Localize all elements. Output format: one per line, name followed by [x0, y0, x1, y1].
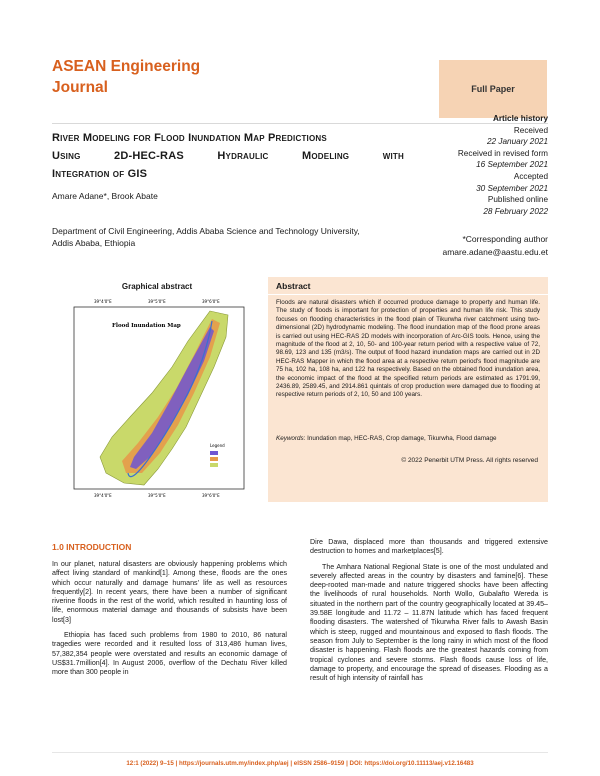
abstract-text: Floods are natural disasters which if occurred produce damage to property and human life. The study of floods is important for protection of properties and human life risk. This study focuses on flooding characteristics in the flood plain of Tikurwha river catchment using two-dimensional (2D) hydrodynamic modeling. The flood inundation map of the flood prone areas is carried out using HEC-RAS 2D models with incorporation of Arc-GIS tools. Hence, using the magnitude of the flood at 2, 10, 50- and 100-year return period with a respective value of 72, 98.69, 123 and 135 (m3/s). The output of flood hazard inundation maps are carried out in 2D HEC-RAS Mapper in which the flood area at a respective return period's flood magnitude are 75 ha, 102 ha, 108 ha, and 122 ha respectively. Based on the obtained flood inundation area, the economic impact of the flood at the specified return periods are estimated as 1791.99, 2436.89, 2589.45, and 2914.861 quintals of crop production were damaged due to flooding at respective return periods of 2, 10, 50 and 100 years. — [276, 299, 540, 399]
footer-divider — [52, 752, 548, 753]
full-paper-label: Full Paper — [471, 84, 515, 94]
history-online-label: Published online — [487, 195, 548, 205]
title-line-3: Integration of GIS — [52, 168, 148, 180]
map-bottom-tick-1: 39°4'0"E — [94, 493, 112, 498]
corresponding-author — [348, 233, 548, 259]
map-title: Flood Inundation Map — [112, 323, 181, 329]
corresponding-label: *Corresponding author — [462, 234, 548, 244]
affiliation: Department of Civil Engineering, Addis Ababa Science and Technology University, Addis Ababa, Ethiopia — [52, 226, 360, 248]
keywords — [276, 435, 540, 443]
map-top-tick-3: 39°6'0"E — [202, 299, 220, 304]
intro-paragraph-4: The Amhara National Regional State is one of the most undulated and severely affected areas in the country by disasters and famine[6]. These deep-rooted man-made and nature triggered shocks have been affecting the livelihoods of rural households. North Wollo, Gubalafto Wereda is situated in the northern part of the country geographically located at 39.45– 39.58E longitude and 11.72 – 11.87N latitude which has faced frequent flooding disasters. The watershed of Tikurwha River falls to Awash Basin which is steep, rugged and mountainous and exposed to flash floods. The season from July to September is the long rainy in which most of the flood disaster is happening. Flash floods are the greatest hazards coming from tropical cyclones and severe storms. Flash floods cause loss of life, damage to property, and encourage the spread of diseases. Flooding as a result of high intensity of rainfall has — [310, 562, 548, 683]
article-history — [398, 113, 548, 217]
title-line-2: Using 2D-HEC-RAS Hydraulic Modeling with — [52, 150, 404, 162]
map-top-tick-2: 39°5'0"E — [148, 299, 166, 304]
history-received-date: 22 January 2021 — [487, 137, 548, 147]
history-title: Article history — [492, 114, 548, 123]
intro-paragraph-2: Ethiopia has faced such problems from 1980 to 2010, 86 natural tragedies were recorded and it resulted loss of 313,486 human lives, 57,382,354 people were overstated and results an economic damage of US$31.7million[4]. In August 2006, overflow of the Dechatu River killed more than 300 people in — [52, 631, 287, 677]
page-footer: 12:1 (2022) 9–15 | https://journals.utm.my/index.php/aej | eISSN 2586–9159 | DOI: https://doi.org/10.11113/aej.v12.16483 — [126, 760, 474, 767]
history-online-date: 28 February 2022 — [483, 206, 548, 216]
flood-inundation-map — [60, 297, 260, 501]
history-accepted-date: 30 September 2021 — [476, 183, 548, 193]
abstract-box — [268, 277, 548, 502]
abstract-heading: Abstract — [276, 281, 311, 291]
legend-swatch-basin — [210, 463, 218, 467]
history-revised-label: Received in revised form — [457, 148, 548, 158]
journal-name-line1: ASEAN Engineering — [52, 58, 201, 75]
abstract-divider — [268, 294, 548, 295]
full-paper-badge — [439, 60, 547, 118]
map-top-tick-1: 39°4'0"E — [94, 299, 112, 304]
paper-title — [52, 129, 404, 183]
intro-right-column — [310, 538, 548, 689]
corresponding-email[interactable]: amare.adane@aastu.edu.et — [442, 247, 548, 257]
intro-paragraph-1: In our planet, natural disasters are obviously happening problems which affect living standard of mankind[1]. Among these, floods are the ones which occur naturally and damage humans' life as well as resources frequently[2]. In recent years, there have been a number of significant riverine floods in the rest of the world, which resulted in haunting loss of life, enormous material damage and thousands of subsists have been lost[3] — [52, 560, 287, 624]
legend-swatch-flood — [210, 451, 218, 455]
journal-name — [52, 56, 312, 98]
legend-swatch-valley — [210, 457, 218, 461]
intro-heading: 1.0 INTRODUCTION — [52, 542, 132, 552]
graphical-abstract-title: Graphical abstract — [121, 282, 193, 291]
copyright: © 2022 Penerbit UTM Press. All rights reserved — [401, 457, 538, 464]
authors: Amare Adane*, Brook Abate — [52, 191, 158, 201]
title-line-1: River Modeling for Flood Inundation Map Predictions — [52, 132, 327, 144]
keywords-list: : Inundation map, HEC-RAS, Crop damage, Tikurwha, Flood damage — [303, 435, 497, 442]
intro-paragraph-3: Dire Dawa, displaced more than thousands and triggered extensive destruction to homes and marketplaces[5]. — [310, 538, 548, 556]
journal-name-line2: Journal — [52, 79, 108, 96]
map-bottom-tick-3: 39°6'0"E — [202, 493, 220, 498]
history-received-label: Received — [513, 125, 548, 135]
map-bottom-tick-2: 39°5'0"E — [148, 493, 166, 498]
keywords-label: Keywords — [276, 435, 304, 442]
intro-left-column — [52, 560, 287, 684]
legend-title: Legend — [210, 443, 225, 448]
history-revised-date: 16 September 2021 — [476, 160, 548, 170]
history-accepted-label: Accepted — [513, 171, 548, 181]
